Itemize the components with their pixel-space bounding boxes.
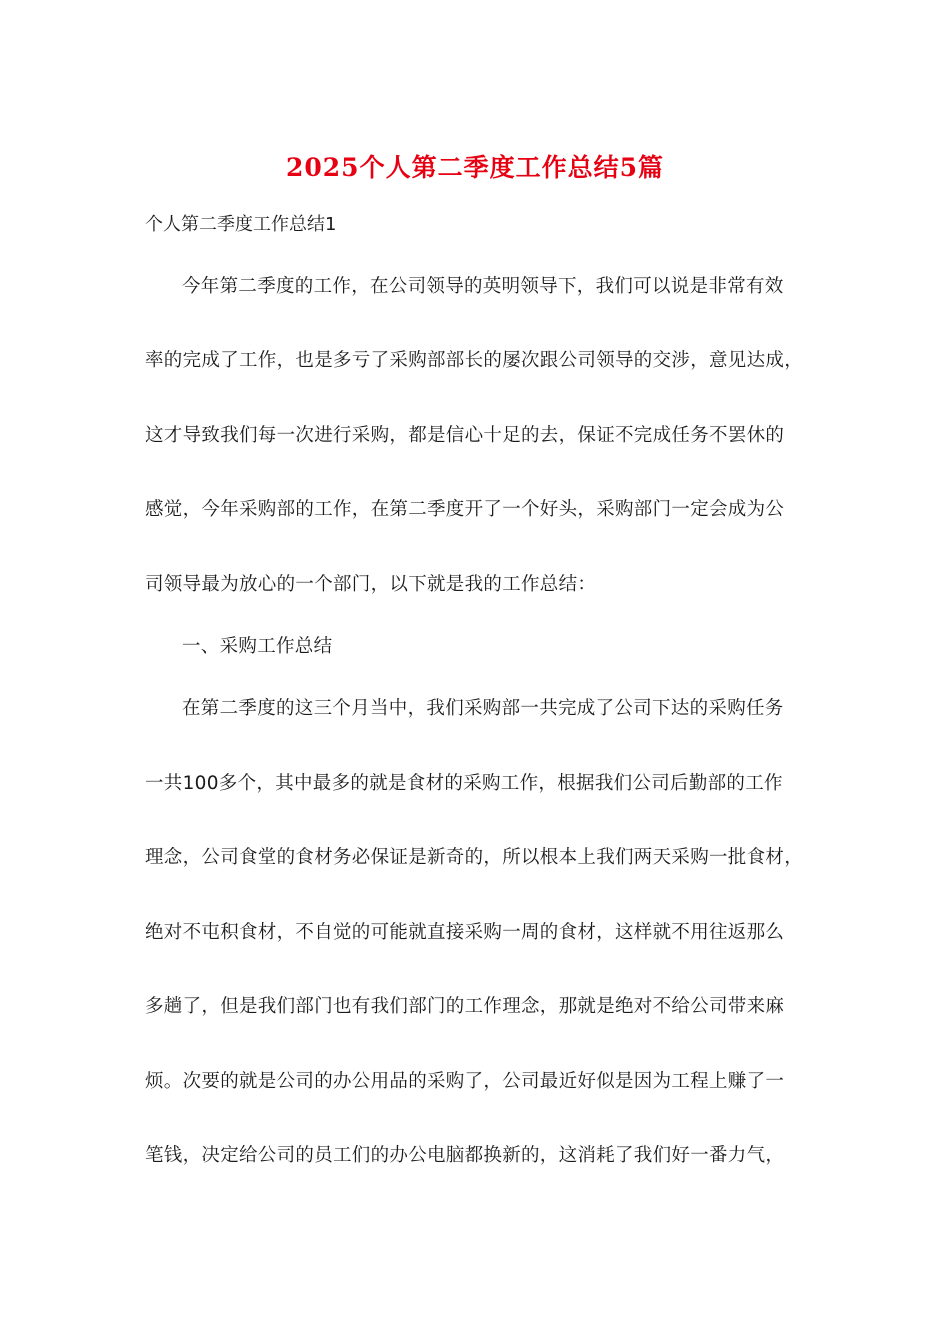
body-line: 烦。次要的就是公司的办公用品的采购了，公司最近好似是因为工程上赚了一 (145, 1071, 785, 1092)
body-line: 感觉，今年采购部的工作，在第二季度开了一个好头，采购部门一定会成为公 (145, 499, 785, 520)
body-line: 绝对不屯积食材，不自觉的可能就直接采购一周的食材，这样就不用往返那么 (145, 922, 785, 943)
body-line: 今年第二季度的工作，在公司领导的英明领导下，我们可以说是非常有效 (182, 276, 784, 297)
document-title: 2025个人第二季度工作总结5篇 (286, 153, 664, 182)
body-line: 司领导最为放心的一个部门，以下就是我的工作总结： (145, 574, 597, 595)
section-heading: 个人第二季度工作总结1 (145, 214, 337, 235)
body-line: 在第二季度的这三个月当中，我们采购部一共完成了公司下达的采购任务 (182, 698, 784, 719)
body-line: 理念，公司食堂的食材务必保证是新奇的，所以根本上我们两天采购一批食材， (145, 847, 804, 868)
body-line: 一共100多个，其中最多的就是食材的采购工作，根据我们公司后勤部的工作 (145, 773, 783, 794)
body-line: 率的完成了工作，也是多亏了采购部部长的屡次跟公司领导的交涉，意见达成， (145, 350, 804, 371)
body-line: 多趟了，但是我们部门也有我们部门的工作理念，那就是绝对不给公司带来麻 (145, 996, 785, 1017)
body-line: 笔钱，决定给公司的员工们的办公电脑都换新的，这消耗了我们好一番力气， (145, 1145, 785, 1166)
subsection-heading: 一、采购工作总结 (182, 636, 333, 657)
body-line: 这才导致我们每一次进行采购，都是信心十足的去，保证不完成任务不罢休的 (145, 425, 785, 446)
